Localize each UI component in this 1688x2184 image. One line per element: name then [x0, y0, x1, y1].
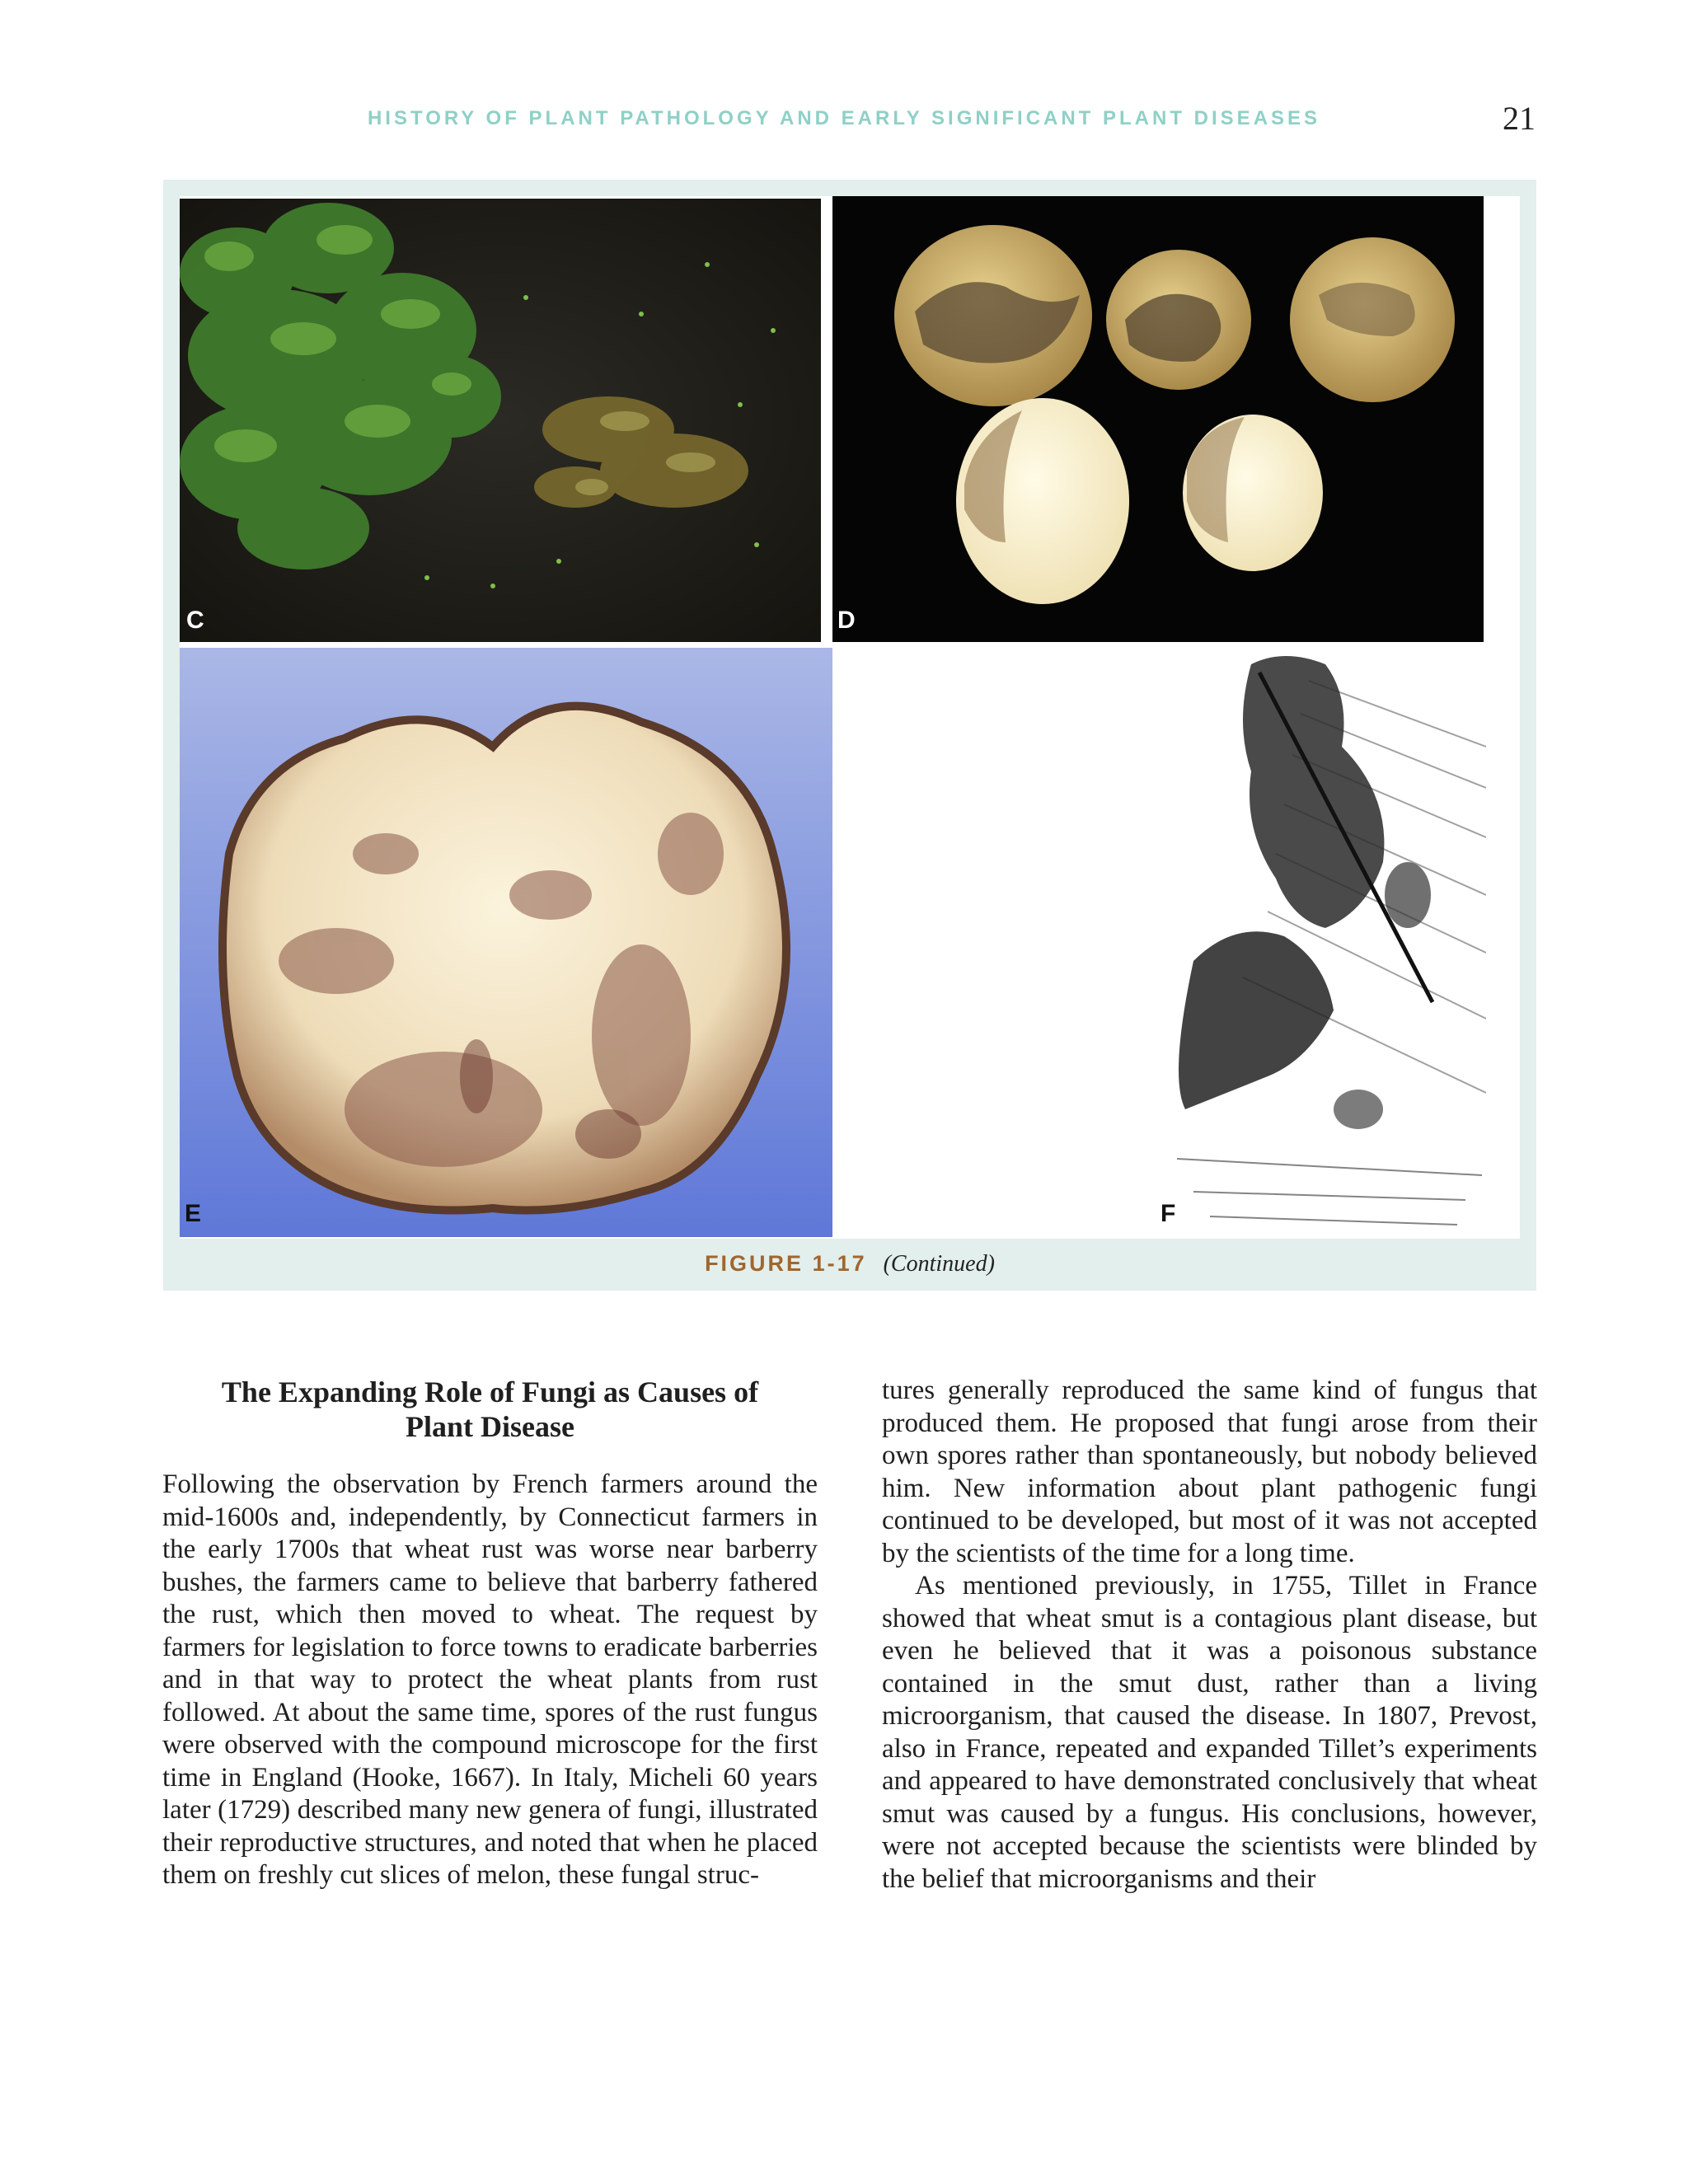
figure-number: FIGURE 1-17 [705, 1251, 867, 1276]
section-heading: The Expanding Role of Fungi as Causes of Plant Disease [221, 1376, 759, 1443]
panel-d-image [832, 196, 1484, 642]
figure-caption [163, 1251, 1536, 1277]
panel-e-image [180, 648, 832, 1237]
body-paragraph: tures generally reproduced the same kind of fungus that produced them. He proposed that fungi arose from their own spores rather than spontaneously, but nobody believed him. New information about plant pathogenic fungi continued to be developed, but most of it was not accepted by the scientists of the time for a long time. [882, 1376, 1537, 1568]
panel-c-image [180, 199, 821, 642]
page-number: 21 [1503, 100, 1536, 137]
running-head: HISTORY OF PLANT PATHOLOGY AND EARLY SIGNIFICANT PLANT DISEASES [367, 107, 1321, 129]
figure-panels [180, 196, 1520, 1239]
body-paragraph: As mentioned previously, in 1755, Tillet in France showed that wheat smut is a contagious plant disease, but even he believed that it was a poisonous substance contained in the smut dust, rather than a living microorganism, that caused the disease. In 1807, Prevost, also in France, repeated and expanded Tillet’s experiments and appeared to have demonstrated conclusively that wheat smut was caused by a fungus. His conclusions, however, were not accepted because the scientists were blinded by the belief that microorganisms and their [882, 1571, 1537, 1894]
panel-f-image [1160, 648, 1486, 1237]
panel-f-label: F [1160, 1200, 1176, 1227]
text-column-right [882, 1375, 1537, 1896]
panel-d-label: D [837, 607, 856, 634]
body-paragraph: Following the observation by French farmers around the mid-1600s and, independently, by Connecticut farmers in the early 1700s that wheat rust was worse near barberry bushes, the farmers came to believe that barberry fathered the rust, which then moved to wheat. The request by farmers for legislation to force towns to eradicate barberries and in that way to protect the wheat plants from rust followed. At about the same time, spores of the rust fungus were observed with the compound microscope for the first time in England (Hooke, 1667). In Italy, Micheli 60 years later (1729) described many new genera of fungi, illustrated their reproductive structures, and noted that when he placed them on freshly cut slices of melon, these fungal struc- [162, 1469, 818, 1890]
panel-c-label: C [186, 607, 204, 634]
panel-e-label: E [185, 1200, 202, 1227]
figure-caption-text: (Continued) [883, 1251, 995, 1277]
figure [163, 180, 1536, 1291]
text-column-left [162, 1375, 818, 1892]
